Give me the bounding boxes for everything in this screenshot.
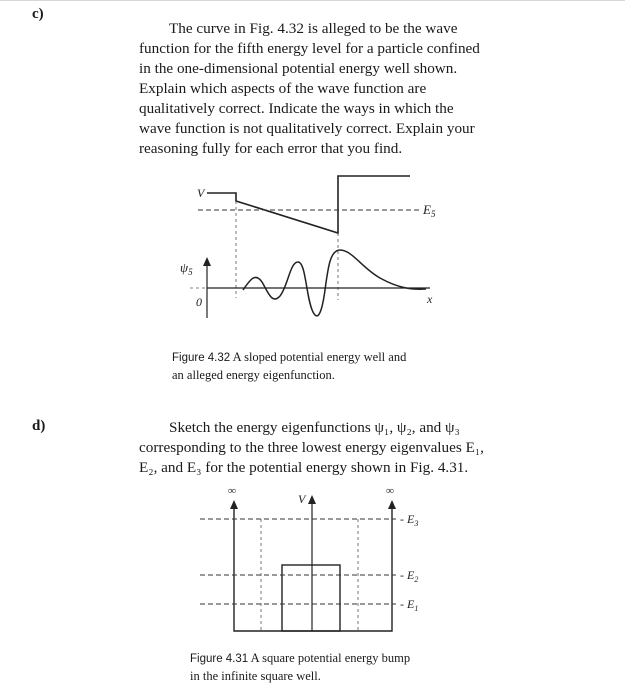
v-bump-label: V xyxy=(298,492,306,506)
left-wall-arrow xyxy=(230,500,238,509)
part-c-label: c) xyxy=(32,6,44,22)
e3-label: - $E_3$ xyxy=(400,512,419,528)
part-c-line-4: Explain which aspects of the wave function are xyxy=(139,80,427,97)
zero-label: 0 xyxy=(196,295,202,309)
part-c-line-3: in the one-dimensional potential energy well shown. xyxy=(139,60,458,77)
part-d-line-2: corresponding to the three lowest energy eigenvalues E₁, xyxy=(139,439,484,456)
figure-4-32-caption xyxy=(172,349,406,384)
part-c-line-2: function for the fifth energy level for a particle confined xyxy=(139,40,480,57)
inf-right-label: ∞ xyxy=(386,485,394,497)
e1-label: - $E_1$ xyxy=(400,597,419,613)
part-c-line-6: wave function is not qualitatively correct. Explain your xyxy=(139,120,475,137)
part-c-line-5: qualitatively correct. Indicate the ways in which the xyxy=(139,100,454,117)
part-c-line-1: The curve in Fig. 4.32 is alleged to be the wave xyxy=(169,20,458,37)
x-axis-label: x xyxy=(427,292,433,306)
part-c-line-7: reasoning fully for each error that you find. xyxy=(139,140,403,157)
figure-4-31-caption-line-2: in the infinite square well. xyxy=(190,669,321,683)
sloped-potential xyxy=(207,176,410,233)
v-label: V xyxy=(197,186,205,200)
figure-4-31-number: Figure 4.31 xyxy=(190,653,249,665)
psi-axis-arrow xyxy=(203,257,211,266)
v-axis-arrow xyxy=(308,495,316,504)
figure-4-31-caption xyxy=(190,650,410,685)
part-d-question xyxy=(139,418,484,478)
infinite-well-walls xyxy=(234,505,392,631)
figure-4-32-caption-line-1: A sloped potential energy well and xyxy=(232,350,407,364)
part-d-line-3: E₂, and E₃ for the potential energy shown in Fig. 4.31. xyxy=(139,459,469,476)
e5-label: $E_5$ xyxy=(423,202,436,219)
figure-4-31-caption-line-1: A square potential energy bump xyxy=(250,651,411,665)
figure-4-32-caption-line-2: an alleged energy eigenfunction. xyxy=(172,368,335,382)
right-wall-arrow xyxy=(388,500,396,509)
alleged-wavefunction xyxy=(243,250,426,316)
e2-label: - $E_2$ xyxy=(400,568,419,584)
inf-left-label: ∞ xyxy=(228,485,236,497)
figure-4-32-number: Figure 4.32 xyxy=(172,352,231,364)
part-d-label: d) xyxy=(32,418,46,434)
psi5-label: $\psi_5$ xyxy=(180,260,193,277)
part-d-line-1: Sketch the energy eigenfunctions ψ₁, ψ₂, and ψ₃ xyxy=(169,419,460,436)
